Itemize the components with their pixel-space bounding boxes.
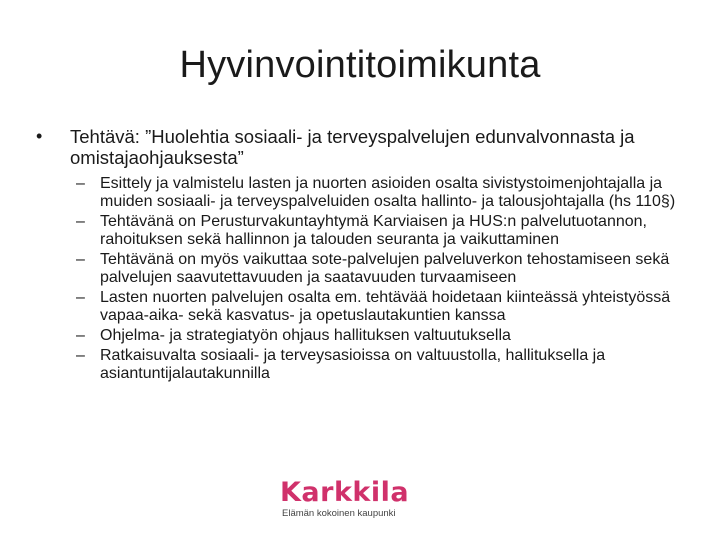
sub-bullet-text: Ratkaisuvalta sosiaali- ja terveysasioissa on valtuustolla, hallituksella ja asiantuntijalautakunnilla: [100, 347, 606, 382]
dash-icon: –: [76, 327, 85, 344]
sub-bullet: [36, 213, 692, 249]
karkkila-logo: [280, 477, 410, 526]
sub-bullet-text: Lasten nuorten palvelujen osalta em. tehtävää hoidetaan kiinteässä yhteistyössä vapaa-aika- sekä kasvatus- ja opetuslautakuntien kanssa: [100, 289, 671, 324]
main-bullet-text: Tehtävä: ”Huolehtia sosiaali- ja terveyspalvelujen edunvalvonnasta ja omistajaohjauksesta”: [70, 126, 635, 168]
sub-bullet: [36, 327, 692, 345]
sub-bullet: [36, 251, 692, 287]
slide-content: [36, 126, 692, 385]
dash-icon: –: [76, 213, 85, 230]
dash-icon: –: [76, 347, 85, 364]
sub-bullet-text: Ohjelma- ja strategiatyön ohjaus hallituksen valtuutuksella: [100, 327, 511, 344]
dash-icon: –: [76, 251, 85, 268]
dash-icon: –: [76, 289, 85, 306]
bullet-icon: •: [36, 126, 43, 146]
sub-bullet-text: Tehtävänä on Perusturvakuntayhtymä Karviaisen ja HUS:n palvelutuotannon, rahoituksen sekä hallinnon ja talouden seuranta ja vaikuttaminen: [100, 213, 647, 248]
main-bullet: [36, 126, 692, 168]
sub-bullet: [36, 347, 692, 383]
sub-bullet-text: Tehtävänä on myös vaikuttaa sote-palvelujen palveluverkon tehostamiseen sekä palvelujen saavutettavuuden ja saatavuuden turvaamiseen: [100, 251, 670, 286]
dash-icon: –: [76, 175, 85, 192]
slide-title: Hyvinvointitoimikunta: [179, 44, 541, 86]
sub-bullet: [36, 175, 692, 211]
sub-bullet: [36, 289, 692, 325]
sub-bullet-text: Esittely ja valmistelu lasten ja nuorten asioiden osalta sivistystoimenjohtajalla ja muiden sosiaali- ja terveyspalveluiden osalta hallinto- ja talousjohtajalla (hs 110§): [100, 175, 676, 210]
sub-bullet-list: [36, 175, 692, 383]
logo-wordmark: Karkkila: [280, 477, 410, 508]
logo-tagline: Elämän kokoinen kaupunki: [282, 508, 396, 519]
